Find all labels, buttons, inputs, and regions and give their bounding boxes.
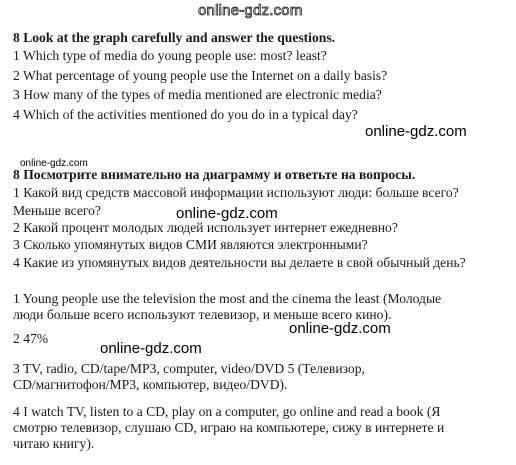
answer-1-line1: 1 Young people use the television the most and the cinema the least (Молодые xyxy=(13,291,442,306)
watermark-right: online-gdz.com xyxy=(365,123,467,140)
watermark-small: online-gdz.com xyxy=(20,158,88,169)
watermark-mid-2: online-gdz.com xyxy=(289,320,391,337)
answer-3-line2: CD/магнитофон/MP3, компьютер, видео/DVD). xyxy=(13,377,288,392)
answer-2: 2 47% xyxy=(13,331,49,346)
task-en-heading: 8 Look at the graph carefully and answer the questions. xyxy=(13,30,336,45)
task-ru-q3: 3 Сколько упомянутых видов СМИ являются электронными? xyxy=(13,237,368,252)
answer-3-line1: 3 TV, radio, CD/tape/MP3, computer, video/DVD 5 (Телевизор, xyxy=(13,361,365,376)
task-en-q4: 4 Which of the activities mentioned do you do in a typical day? xyxy=(13,107,358,122)
task-en-q2: 2 What percentage of young people use the Internet on a daily basis? xyxy=(13,68,388,83)
task-en-q3: 3 How many of the types of media mentioned are electronic media? xyxy=(13,87,382,102)
task-ru-q1-line1: 1 Какой вид средств массовой информации используют люди: больше всего? xyxy=(13,185,459,200)
watermark-top: online-gdz.com xyxy=(198,2,303,19)
answer-4-line3: читаю книгу). xyxy=(13,436,95,451)
task-en-q1: 1 Which type of media do young people use: most? least? xyxy=(13,48,327,63)
task-ru-q4: 4 Какие из упомянутых видов деятельности вы делаете в свой обычный день? xyxy=(13,255,466,270)
task-ru-heading: 8 Посмотрите внимательно на диаграмму и ответьте на вопросы. xyxy=(13,167,416,182)
watermark-mid-3: online-gdz.com xyxy=(100,340,202,357)
task-ru-q1-line2: Меньше всего? xyxy=(13,203,101,218)
watermark-mid-1: online-gdz.com xyxy=(176,205,278,222)
answer-1-line2: люди больше всего используют телевизор, и меньше всего кино). xyxy=(13,307,392,322)
answer-4-line2: смотрю телевизор, слушаю CD, играю на компьютере, сижу в интернете и xyxy=(13,420,445,435)
answer-4-line1: 4 I watch TV, listen to a CD, play on a computer, go online and read a book (Я xyxy=(13,404,441,419)
task-ru-q2: 2 Какой процент молодых людей использует интернет ежедневно? xyxy=(13,220,398,235)
